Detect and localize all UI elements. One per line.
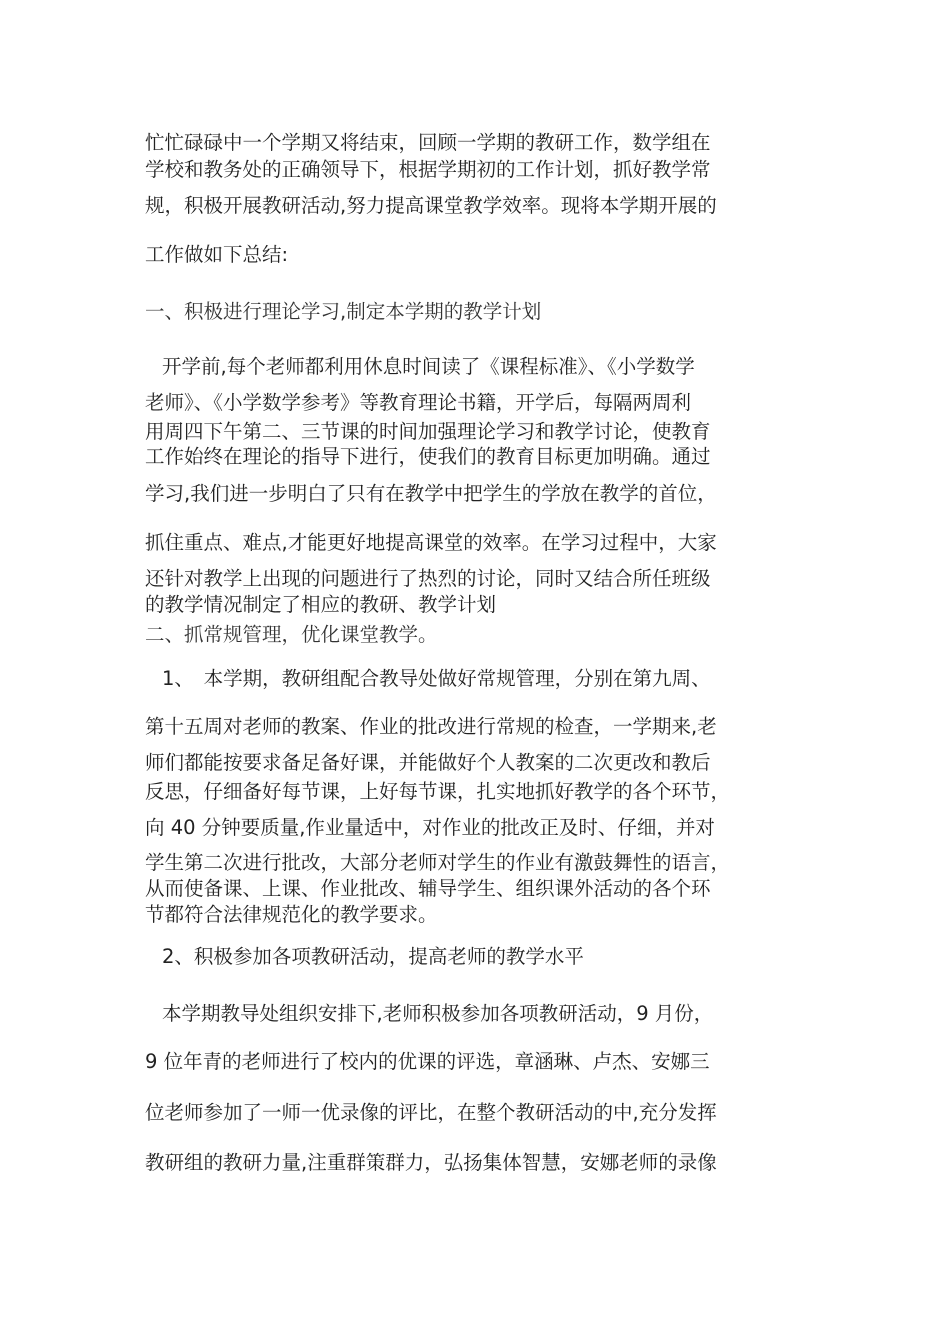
paragraph-line: 学习,我们进一步明白了只有在教学中把学生的学放在教学的首位， (145, 482, 717, 505)
paragraph-line: 的教学情况制定了相应的教研、教学计划 (145, 593, 497, 616)
paragraph-line: 规，积极开展教研活动,努力提高课堂教学效率。现将本学期开展的 (145, 194, 717, 217)
paragraph-line: 工作始终在理论的指导下进行，使我们的教育目标更加明确。通过 (145, 445, 711, 468)
paragraph-line: 老师》、《小学数学参考》等教育理论书籍，开学后，每隔两周利 (145, 391, 692, 414)
paragraph-line: 抓住重点、难点,才能更好地提高课堂的效率。在学习过程中，大家 (145, 531, 717, 554)
paragraph-line: 1、 本学期，教研组配合教导处做好常规管理，分别在第九周、 (162, 667, 711, 690)
paragraph-line: 位老师参加了一师一优录像的评比，在整个教研活动的中,充分发挥 (145, 1101, 717, 1124)
paragraph-line: 师们都能按要求备足备好课，并能做好个人教案的二次更改和教后 (145, 751, 711, 774)
paragraph-line: 忙忙碌碌中一个学期又将结束，回顾一学期的教研工作，数学组在 (145, 131, 711, 154)
paragraph-line: 向 40 分钟要质量,作业量适中，对作业的批改正及时、仔细，并对 (145, 816, 715, 839)
paragraph-line: 从而使备课、上课、作业批改、辅导学生、组织课外活动的各个环 (145, 877, 711, 900)
section-heading-2: 二、抓常规管理，优化课堂教学。 (145, 623, 438, 646)
paragraph-line: 开学前,每个老师都利用休息时间读了《课程标准》、《小学数学 (162, 355, 695, 378)
paragraph-line: 学生第二次进行批改，大部分老师对学生的作业有激鼓舞性的语言， (145, 851, 731, 874)
paragraph-line: 用周四下午第二、三节课的时间加强理论学习和教学讨论，使教育 (145, 420, 711, 443)
subsection-heading-2: 2、积极参加各项教研活动，提高老师的教学水平 (162, 945, 584, 968)
paragraph-line: 还针对教学上出现的问题进行了热烈的讨论，同时又结合所任班级 (145, 567, 711, 590)
paragraph-line: 反思，仔细备好每节课，上好每节课，扎实地抓好教学的各个环节， (145, 780, 731, 803)
paragraph-line: 教研组的教研力量,注重群策群力，弘扬集体智慧，安娜老师的录像 (145, 1151, 717, 1174)
paragraph-line: 节都符合法律规范化的教学要求。 (145, 903, 438, 926)
paragraph-line: 学校和教务处的正确领导下，根据学期初的工作计划，抓好教学常 (145, 158, 711, 181)
section-heading-1: 一、积极进行理论学习,制定本学期的教学计划 (145, 300, 542, 323)
paragraph-line: 第十五周对老师的教案、作业的批改进行常规的检查，一学期来,老 (145, 715, 717, 738)
paragraph-line: 本学期教导处组织安排下,老师积极参加各项教研活动，9 月份， (162, 1002, 714, 1025)
paragraph-line: 工作做如下总结: (145, 243, 289, 266)
paragraph-line: 9 位年青的老师进行了校内的优课的评选，章涵琳、卢杰、安娜三 (145, 1050, 710, 1073)
